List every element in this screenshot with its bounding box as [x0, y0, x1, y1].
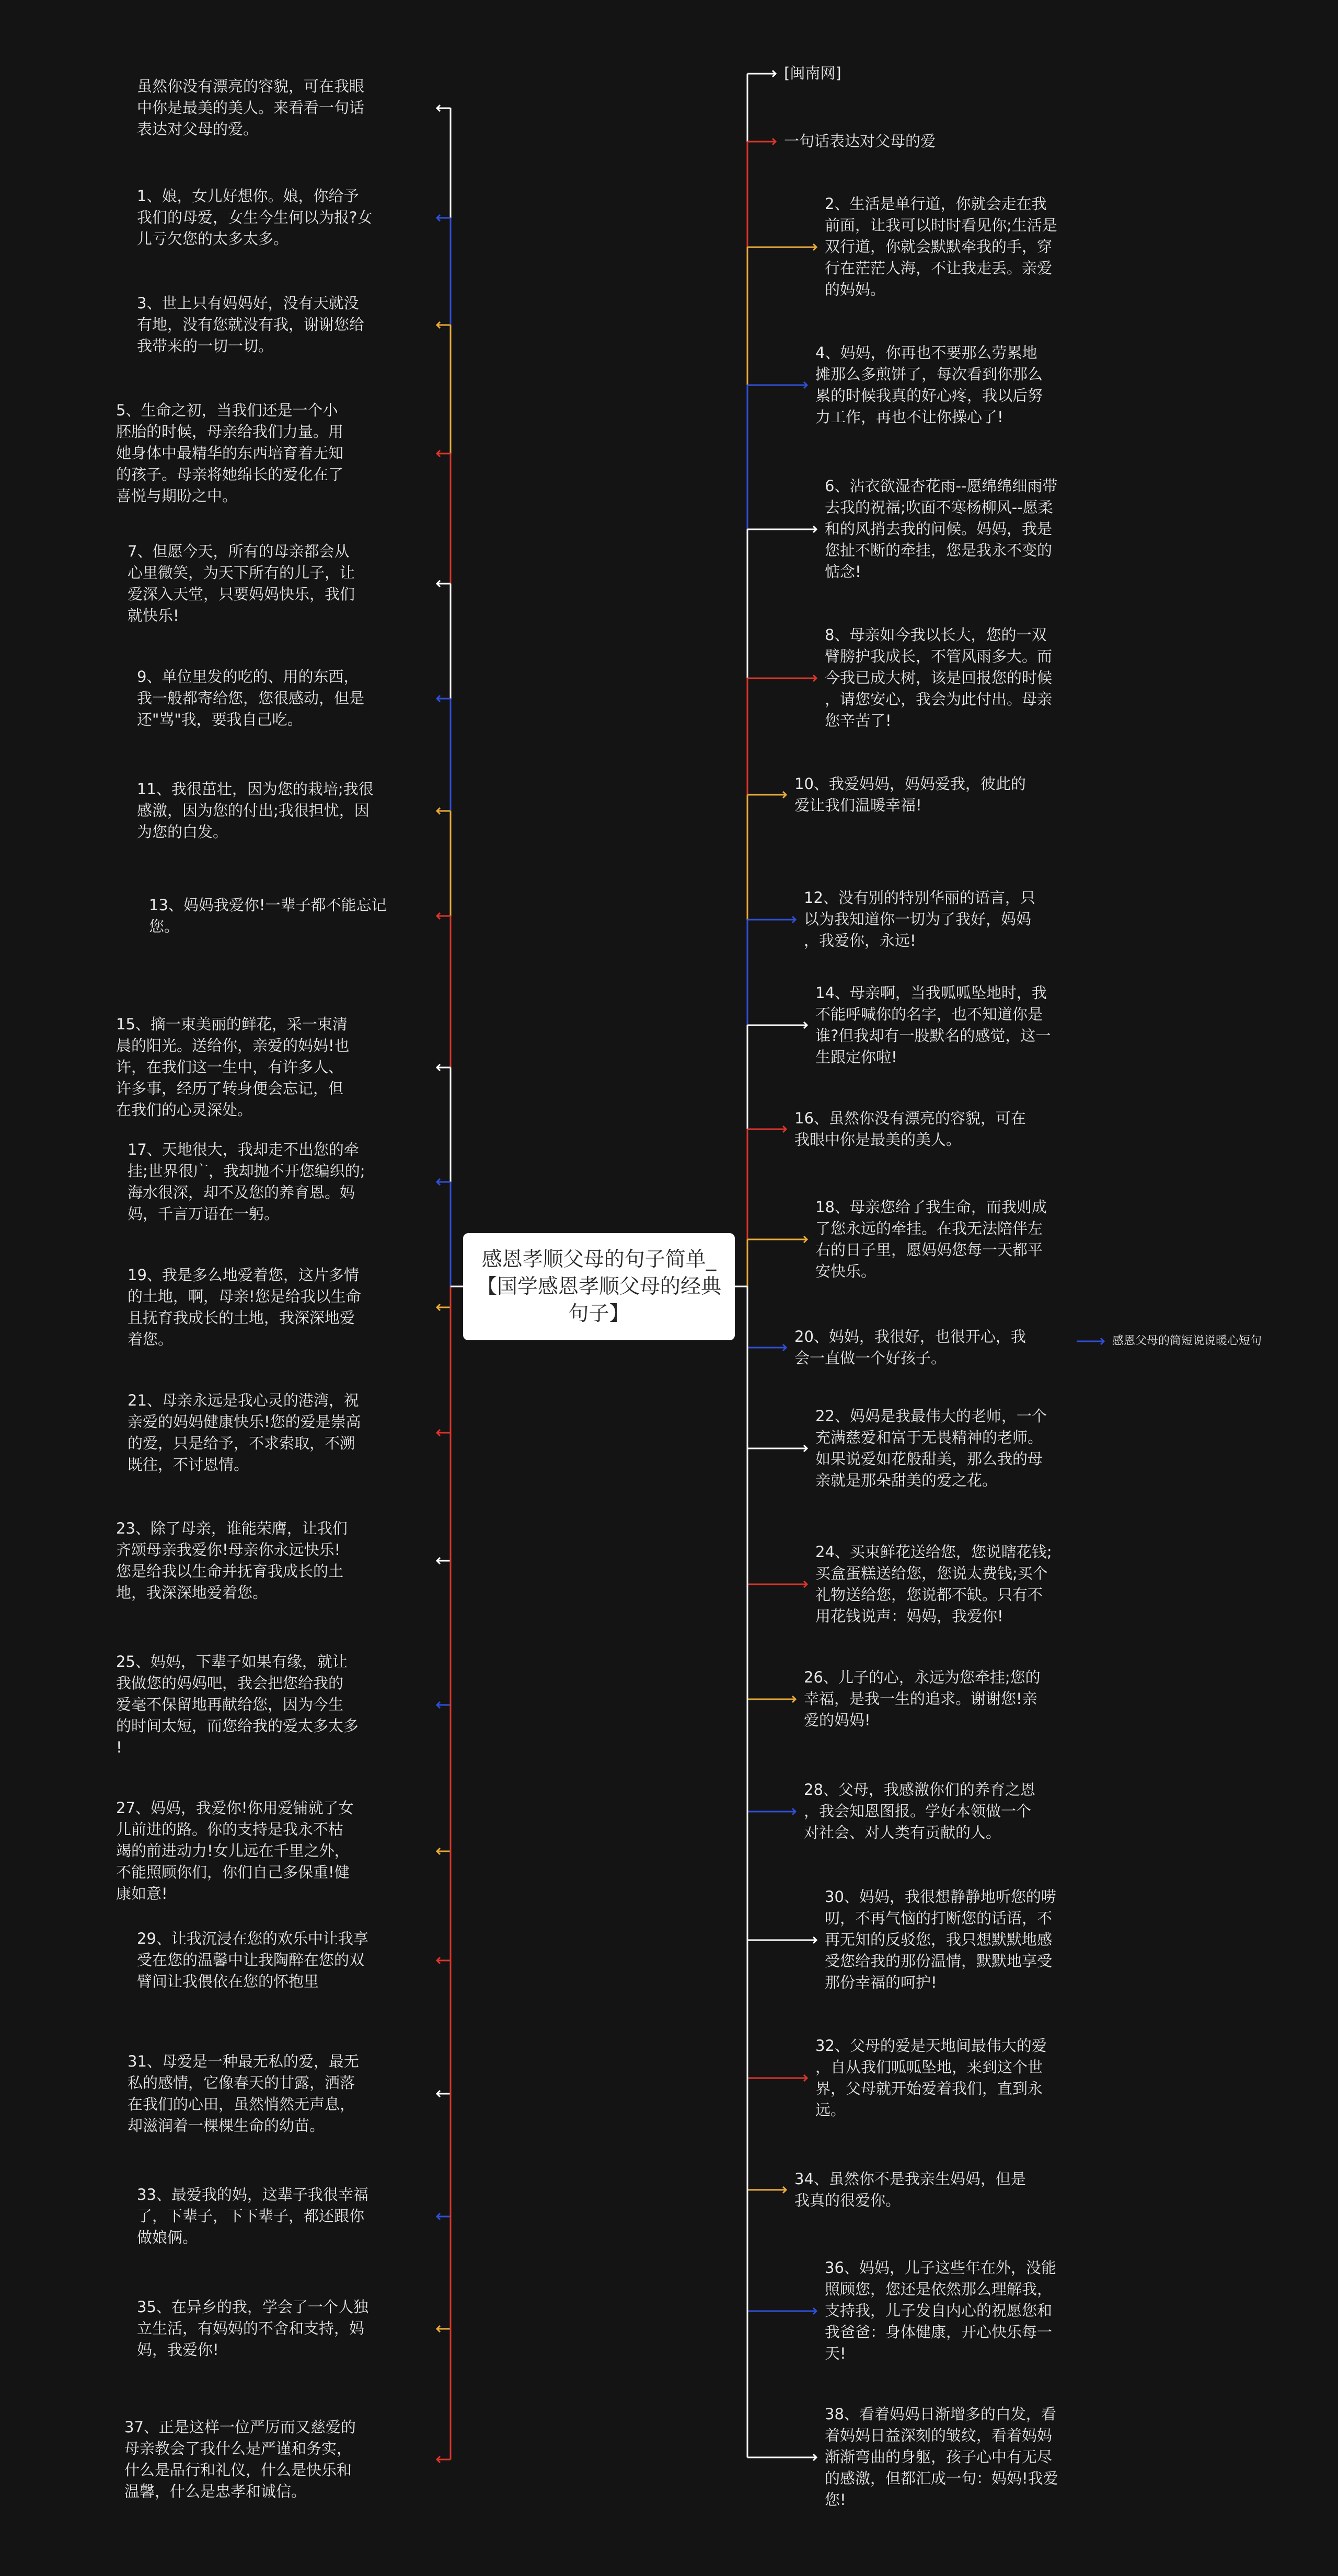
root-title: 感恩孝顺父母的句子简单_【国学感恩孝顺父母的经典句子】 — [476, 1247, 721, 1326]
right-topic-3[interactable]: 2、生活是单行道，你就会走在我 前面，让我可以时时看见你;生活是 双行道，你就会默默牵我的手，穿 行在茫茫人海，不让我走丢。亲爱 的妈妈。 — [825, 195, 1057, 298]
left-topic-17[interactable]: 31、母爱是一种最无私的爱，最无 私的感情，它像春天的甘露，洒落 在我们的心田，虽然悄然无声息， 却滋润着一棵棵生命的幼苗。 — [128, 2052, 359, 2134]
right-topic-10[interactable]: 16、虽然你没有漂亮的容貌，可在 我眼中你是最美的美人。 — [794, 1109, 1026, 1148]
left-topic-19[interactable]: 35、在异乡的我，学会了一个人独 立生活，有妈妈的不舍和支持，妈 妈，我爱你! — [137, 2298, 368, 2359]
left-topic-18[interactable]: 33、最爱我的妈，这辈子我很幸福 了，下辈子，下下辈子，都还跟你 做娘俩。 — [137, 2186, 368, 2246]
root-topic[interactable] — [463, 1233, 735, 1340]
right-topic-7[interactable]: 10、我爱妈妈，妈妈爱我，彼此的 爱让我们温暖幸福! — [794, 775, 1026, 814]
left-topic-4[interactable]: 5、生命之初，当我们还是一个小 胚胎的时候，母亲给我们力量。用 她身体中最精华的东西培育着无知 的孩子。母亲将她绵长的爱化在了 喜悦与期盼之中。 — [116, 401, 344, 505]
left-topic-14[interactable]: 25、妈妈，下辈子如果有缘，就让 我做您的妈妈吧，我会把您给我的 爱毫不保留地再献给您，因为今生 的时间太短，而您给我的爱太多太多 ! — [116, 1653, 359, 1756]
right-topic-21[interactable]: 38、看着妈妈日渐增多的白发，看 着妈妈日益深刻的皱纹，看着妈妈 渐渐弯曲的身躯，孩子心中有无尽 的感激，但都汇成一句：妈妈!我爱 您! — [825, 2405, 1058, 2509]
right-topic-17[interactable]: 30、妈妈，我很想静静地听您的唠 叨，不再气恼的打断您的话语，不 再无知的反驳您，我只想默默地感 受您给我的那份温情，默默地享受 那份幸福的呵护! — [825, 1888, 1056, 1991]
left-topic-13[interactable]: 23、除了母亲，谁能荣膺，让我们 齐颂母亲我爱你!母亲你永远快乐! 您是给我以生命并抚育我成长的土 地，我深深地爱着您。 — [116, 1519, 348, 1602]
right-topic-16[interactable]: 28、父母，我感激你们的养育之恩 ，我会知恩图报。学好本领做一个 对社会、对人类有贡献的人。 — [804, 1781, 1035, 1841]
left-topic-16[interactable]: 29、让我沉浸在您的欢乐中让我享 受在您的温馨中让我陶醉在您的双 臂间让我偎依在您的怀抱里 — [137, 1930, 368, 1990]
right-topic-6[interactable]: 8、母亲如今我以长大，您的一双 臂膀护我成长，不管风雨多大。而 今我已成大树，该是回报您的时候 ，请您安心，我会为此付出。母亲 您辛苦了! — [825, 626, 1053, 729]
right-topic-14[interactable]: 24、买束鲜花送给您，您说瞎花钱; 买盒蛋糕送给您，您说太费钱;买个 礼物送给您，您说都不缺。只有不 用花钱说声：妈妈，我爱你! — [815, 1543, 1052, 1625]
left-topic-15[interactable]: 27、妈妈，我爱你!你用爱铺就了女 儿前进的路。你的支持是我永不枯 竭的前进动力!女儿远在千里之外， 不能照顾你们，你们自己多保重!健 康如意! — [116, 1799, 354, 1902]
branch-leaf-topic[interactable]: 感恩父母的简短说说暖心短句 — [1112, 1335, 1262, 1348]
right-topic-2[interactable]: 一句话表达对父母的爱 — [784, 132, 936, 150]
left-topic-10[interactable]: 17、天地很大，我却走不出您的牵 挂;世界很广，我却抛不开您编织的; 海水很深，却不及您的养育恩。妈 妈，千言万语在一躬。 — [128, 1141, 365, 1223]
right-topic-18[interactable]: 32、父母的爱是天地间最伟大的爱 ，自从我们呱呱坠地，来到这个世 界，父母就开始爱着我们，直到永 远。 — [815, 2037, 1047, 2119]
left-topic-7[interactable]: 11、我很茁壮，因为您的栽培;我很 感激，因为您的付出;我很担忧，因 为您的白发。 — [137, 780, 374, 841]
left-topic-2[interactable]: 1、娘，女儿好想你。娘，你给予 我们的母爱，女生今生何以为报?女 儿亏欠您的太多太多。 — [137, 187, 373, 248]
left-topic-6[interactable]: 9、单位里发的吃的、用的东西， 我一般都寄给您，您很感动，但是 还"骂"我，要我自己吃。 — [137, 668, 365, 728]
left-topic-11[interactable]: 19、我是多么地爱着您，这片多情 的土地，啊，母亲!您是给我以生命 且抚育我成长的土地，我深深地爱 着您。 — [128, 1266, 361, 1348]
left-topic-9[interactable]: 15、摘一束美丽的鲜花，采一束清 晨的阳光。送给你，亲爱的妈妈!也 许，在我们这一生中，有许多人、 许多事，经历了转身便会忘记，但 在我们的心灵深处。 — [116, 1015, 350, 1119]
right-topic-4[interactable]: 4、妈妈，你再也不要那么劳累地 摊那么多煎饼了，每次看到你那么 累的时候我真的好心疼，我以后努 力工作，再也不让你操心了! — [815, 344, 1043, 426]
right-topic-12[interactable]: 20、妈妈，我很好，也很开心，我 会一直做一个好孩子。 — [794, 1328, 1026, 1367]
left-topic-8[interactable]: 13、妈妈我爱你!一辈子都不能忘记 您。 — [149, 896, 387, 935]
right-topic-8[interactable]: 12、没有别的特别华丽的语言，只 以为我知道你一切为了我好，妈妈 ，我爱你，永远! — [804, 889, 1035, 949]
right-topic-13[interactable]: 22、妈妈是我最伟大的老师，一个 充满慈爱和富于无畏精神的老师。 如果说爱如花般甜美，那么我的母 亲就是那朵甜美的爱之花。 — [815, 1407, 1047, 1489]
left-topic-1[interactable]: 虽然你没有漂亮的容貌，可在我眼 中你是最美的美人。来看看一句话 表达对父母的爱。 — [137, 77, 365, 138]
right-topic-1[interactable]: [闽南网] — [784, 64, 841, 82]
right-topic-5[interactable]: 6、沾衣欲湿杏花雨--愿绵绵细雨带 去我的祝福;吹面不寒杨柳风--愿柔 和的风捎去我的问候。妈妈，我是 您扯不断的牵挂，您是我永不变的 惦念! — [825, 477, 1058, 581]
left-topic-20[interactable]: 37、正是这样一位严厉而又慈爱的 母亲教会了我什么是严谨和务实， 什么是品行和礼仪，什么是快乐和 温馨，什么是忠孝和诚信。 — [124, 2418, 356, 2500]
right-topic-19[interactable]: 34、虽然你不是我亲生妈妈，但是 我真的很爱你。 — [794, 2170, 1026, 2209]
right-topic-15[interactable]: 26、儿子的心，永远为您牵挂;您的 幸福，是我一生的追求。谢谢您!亲 爱的妈妈! — [804, 1668, 1041, 1729]
right-topic-11[interactable]: 18、母亲您给了我生命，而我则成 了您永远的牵挂。在我无法陪伴左 右的日子里，愿妈妈您每一天都平 安快乐。 — [815, 1198, 1047, 1280]
right-topic-20[interactable]: 36、妈妈，儿子这些年在外，没能 照顾您，您还是依然那么理解我， 支持我，儿子发自内心的祝愿您和 我爸爸：身体健康，开心快乐每一 天! — [825, 2259, 1056, 2362]
left-topic-12[interactable]: 21、母亲永远是我心灵的港湾，祝 亲爱的妈妈健康快乐!您的爱是崇高 的爱，只是给予，不求索取，不溯 既往，不讨恩情。 — [128, 1391, 361, 1473]
left-topic-3[interactable]: 3、世上只有妈妈好，没有天就没 有地，没有您就没有我，谢谢您给 我带来的一切一切。 — [137, 294, 365, 355]
left-topic-5[interactable]: 7、但愿今天，所有的母亲都会从 心里微笑，为天下所有的儿子，让 爱深入天堂，只要妈妈快乐，我们 就快乐! — [128, 542, 355, 624]
right-topic-9[interactable]: 14、母亲啊，当我呱呱坠地时，我 不能呼喊你的名字，也不知道你是 谁?但我却有一股默名的感觉，这一 生跟定你啦! — [815, 984, 1051, 1066]
